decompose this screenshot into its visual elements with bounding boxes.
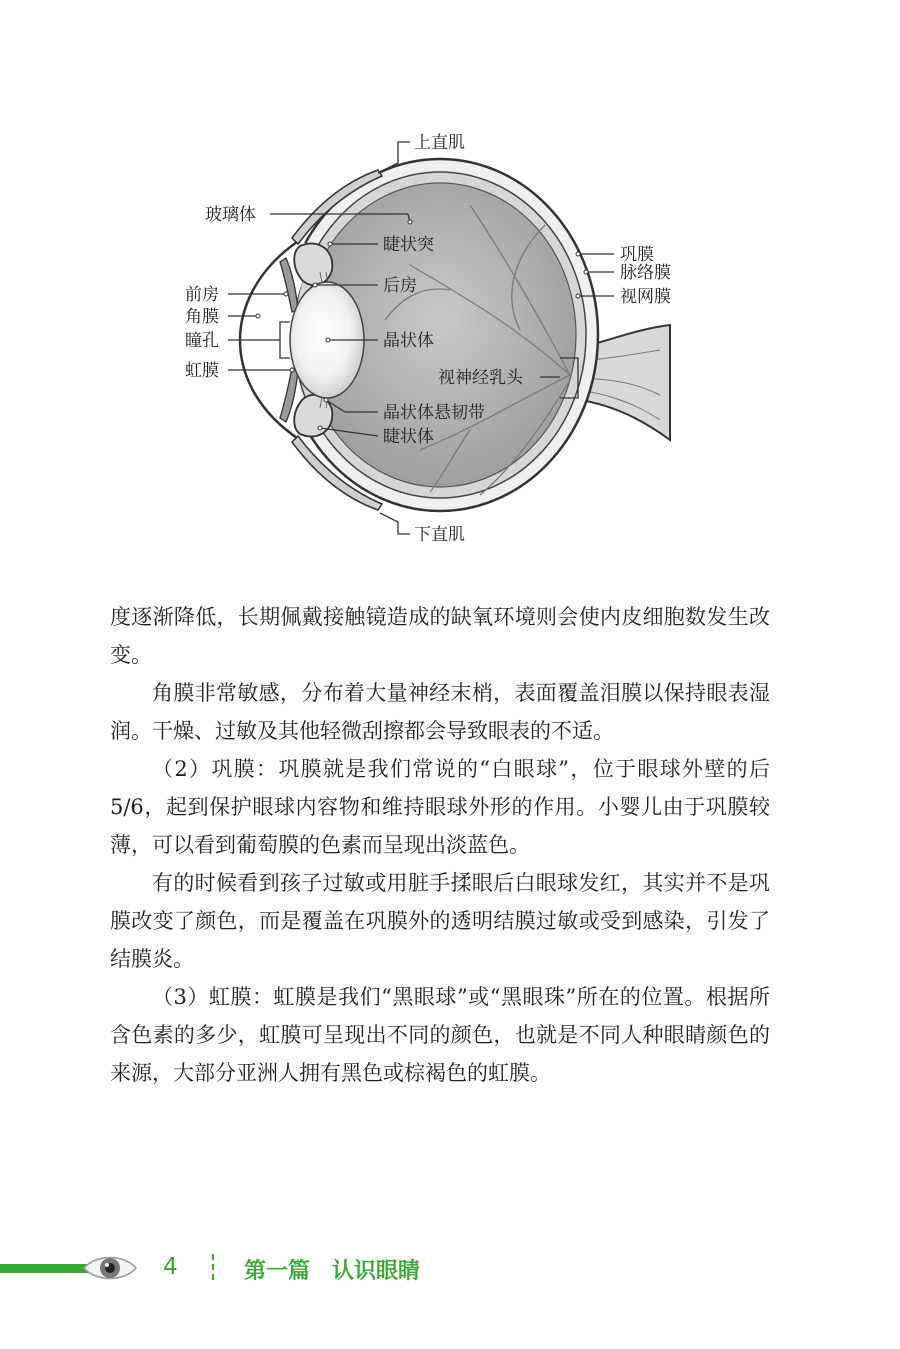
page-number: 4 (163, 1254, 178, 1280)
label-ciliary-process: 睫状突 (383, 235, 434, 255)
footer-separator (212, 1254, 214, 1280)
chapter-title: 第一篇 认识眼睛 (244, 1259, 421, 1284)
label-anterior-chamber: 前房 (185, 285, 219, 305)
label-inferior-rectus: 下直肌 (414, 525, 465, 545)
body-text (110, 598, 770, 1092)
eye-icon (82, 1250, 138, 1286)
label-retina: 视网膜 (620, 287, 671, 307)
label-zonule: 晶状体悬韧带 (383, 403, 485, 423)
eye-anatomy-diagram (0, 0, 900, 570)
paragraph-sclera: （2）巩膜：巩膜就是我们常说的“白眼球”，位于眼球外壁的后 5/6，起到保护眼球内容物和维持眼球外形的作用。小婴儿由于巩膜较薄，可以看到葡萄膜的色素而呈现出淡蓝色。 (110, 757, 770, 857)
label-posterior-chamber: 后房 (383, 276, 417, 296)
paragraph-1: 度逐渐降低，长期佩戴接触镜造成的缺氧环境则会使内皮细胞数发生改变。 (110, 605, 770, 667)
label-ciliary-body: 睫状体 (383, 427, 434, 447)
label-choroid: 脉络膜 (620, 263, 671, 283)
paragraph-2: 角膜非常敏感，分布着大量神经末梢，表面覆盖泪膜以保持眼表湿润。干燥、过敏及其他轻微刮擦都会导致眼表的不适。 (110, 681, 770, 743)
paragraph-4: 有的时候看到孩子过敏或用脏手揉眼后白眼球发红，其实并不是巩膜改变了颜色，而是覆盖在巩膜外的透明结膜过敏或受到感染，引发了结膜炎。 (110, 871, 770, 971)
label-lens: 晶状体 (383, 331, 434, 351)
label-vitreous: 玻璃体 (205, 205, 256, 225)
label-cornea: 角膜 (185, 307, 219, 327)
page-footer (0, 1250, 900, 1290)
label-optic-disc: 视神经乳头 (438, 368, 523, 388)
label-superior-rectus: 上直肌 (414, 133, 465, 153)
label-pupil: 瞳孔 (185, 331, 219, 351)
label-iris: 虹膜 (185, 361, 219, 381)
paragraph-iris: （3）虹膜：虹膜是我们“黑眼球”或“黑眼珠”所在的位置。根据所含色素的多少，虹膜可呈现出不同的颜色，也就是不同人种眼睛颜色的来源，大部分亚洲人拥有黑色或棕褐色的虹膜。 (110, 985, 770, 1085)
label-sclera: 巩膜 (620, 245, 654, 265)
